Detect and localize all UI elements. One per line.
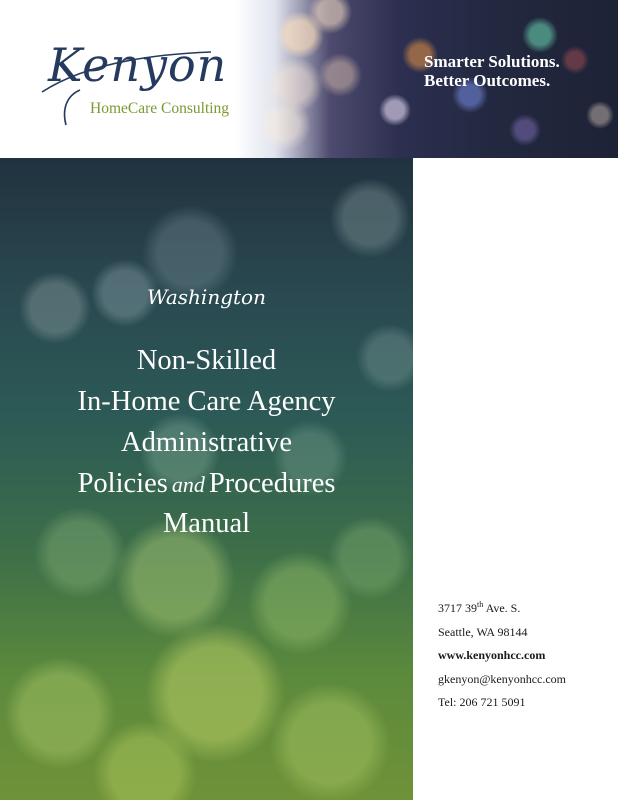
tagline-line-2: Better Outcomes. <box>424 71 551 90</box>
title-line-4 <box>0 463 413 505</box>
title-word-procedures: Procedures <box>208 468 336 499</box>
phone-line: Tel: 206 721 5091 <box>438 695 526 709</box>
header-banner <box>0 0 618 158</box>
title-line-2: In-Home Care Agency <box>77 386 336 417</box>
manual-title <box>0 340 413 505</box>
tagline-line-1: Smarter Solutions. <box>424 52 560 71</box>
city-line: Seattle, WA 98144 <box>438 624 528 639</box>
logo-wordmark: Kenyon <box>48 38 228 92</box>
address-number: 3717 39 <box>438 601 477 615</box>
manual-label: Manual <box>162 508 251 539</box>
title-word-and: and <box>171 472 205 497</box>
address-street: Ave. S. <box>483 601 521 615</box>
email-link[interactable]: gkenyon@kenyonhcc.com <box>438 671 567 686</box>
state-subtitle: Washington <box>147 285 266 309</box>
company-logo <box>36 30 246 130</box>
contact-block <box>438 597 566 715</box>
title-word-policies: Policies <box>77 468 168 499</box>
title-line-3: Administrative <box>121 427 292 458</box>
cover-panel <box>0 158 413 800</box>
tagline <box>424 52 560 90</box>
title-line-1: Non-Skilled <box>136 345 277 376</box>
address-ordinal: th <box>477 600 484 609</box>
logo-subtitle: HomeCare Consulting <box>90 100 230 117</box>
address-line <box>438 597 566 621</box>
website-link[interactable]: www.kenyonhcc.com <box>438 648 546 662</box>
